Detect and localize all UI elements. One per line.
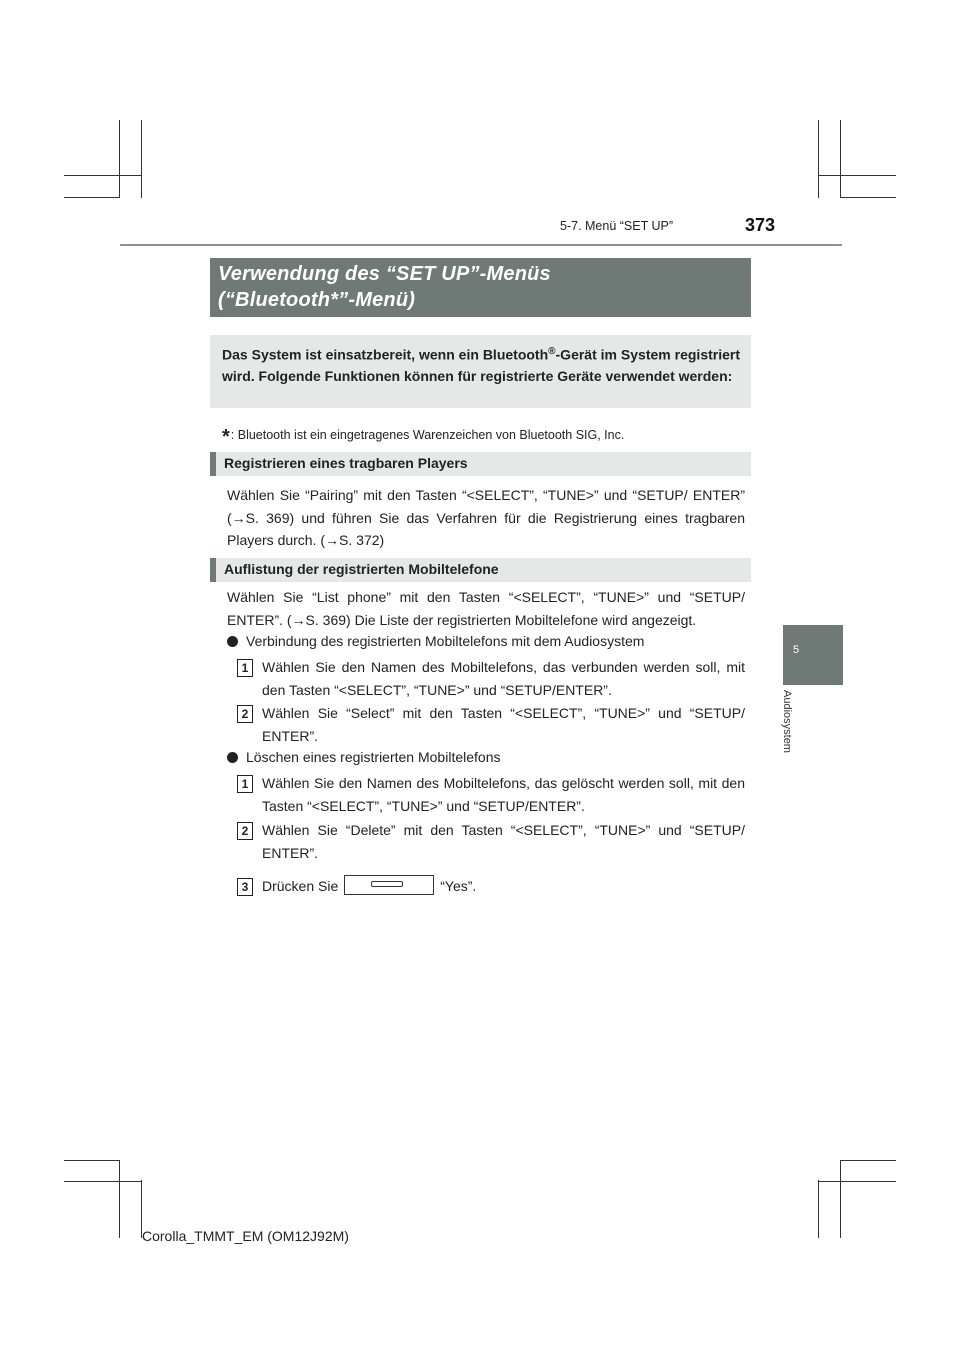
- intro-text-part2: -Gerät im System registriert wird. Folgende Funktionen können für registrierte Geräte verwendet werden:: [222, 346, 741, 385]
- crop-mark: [818, 120, 819, 198]
- section-heading-phone-list: [210, 558, 751, 582]
- chapter-tab-label-wrap: [781, 690, 805, 780]
- page-title-line1: Verwendung des “SET UP”-Menüs: [218, 263, 551, 285]
- delete-step-3-after: “Yes”.: [440, 878, 477, 894]
- crop-mark: [64, 1160, 120, 1161]
- step-number-1: 1: [237, 659, 253, 677]
- connect-step-2: Wählen Sie “Select” mit den Tasten “<SELECT”, “TUNE>” und “SETUP/ ENTER”.: [262, 705, 745, 744]
- crop-mark: [64, 175, 141, 176]
- intro-text-part1: Das System ist einsatzbereit, wenn ein Bluetooth: [222, 346, 549, 363]
- crop-mark: [840, 1160, 896, 1161]
- chapter-heading: 5-7. Menü “SET UP”: [560, 219, 674, 233]
- section-heading-text: Registrieren eines tragbaren Players: [224, 455, 468, 471]
- bullet-connect-text: Verbindung des registrierten Mobiltelefons mit dem Audiosystem: [246, 633, 645, 649]
- crop-mark: [141, 120, 142, 198]
- intro-text: [222, 341, 740, 388]
- header-divider: [120, 244, 842, 246]
- delete-step-3-before: Drücken Sie: [262, 878, 339, 894]
- connect-step-1: Wählen Sie den Namen des Mobiltelefons, das verbunden werden soll, mit den Tasten “<SELECT”, “TUNE>” und “SETUP/ENTER”.: [262, 659, 745, 698]
- delete-step-3: [262, 875, 745, 898]
- delete-step-1: Wählen Sie den Namen des Mobiltelefons, das gelöscht werden soll, mit den Tasten “<SELECT”, “TUNE>” und “SETUP/ENTER”.: [262, 775, 745, 814]
- step-number-1: 1: [237, 775, 253, 793]
- bullet-delete: [227, 749, 500, 765]
- crop-mark: [840, 197, 896, 198]
- registration-paragraph: Wählen Sie “Pairing” mit den Tasten “<SELECT”, “TUNE>” und “SETUP/ ENTER” (→S. 369) und führen Sie das Verfahren für die Registrierung eines tragbaren Players durch. (→S. 372): [227, 487, 745, 548]
- step-number-2: 2: [237, 822, 253, 840]
- phone-list-paragraph: Wählen Sie “List phone” mit den Tasten “<SELECT”, “TUNE>” und “SETUP/ ENTER”. (→S. 369) Die Liste der registrierten Mobiltelefone wird angezeigt.: [227, 589, 745, 628]
- section-heading-registration: [210, 452, 751, 476]
- step-number-2: 2: [237, 705, 253, 723]
- footer-document-code: Corolla_TMMT_EM (OM12J92M): [142, 1228, 349, 1244]
- page-title-line2: (“Bluetooth*”-Menü): [218, 289, 416, 311]
- bullet-dot: [227, 752, 238, 763]
- footnote-text: : Bluetooth ist ein eingetragenes Warenzeichen von Bluetooth SIG, Inc.: [230, 428, 625, 442]
- crop-mark: [840, 1160, 841, 1238]
- crop-mark: [64, 1181, 141, 1182]
- delete-step-2: Wählen Sie “Delete” mit den Tasten “<SELECT”, “TUNE>” und “SETUP/ ENTER”.: [262, 822, 745, 861]
- crop-mark: [64, 197, 120, 198]
- section-marker: [210, 452, 216, 476]
- bullet-delete-text: Löschen eines registrierten Mobiltelefons: [246, 749, 501, 765]
- footnote-star: *: [222, 426, 230, 448]
- crop-mark: [818, 1180, 819, 1238]
- footnote: [222, 422, 625, 448]
- pairing-button-icon: [344, 875, 434, 895]
- crop-mark: [119, 120, 120, 198]
- registered-mark: ®: [548, 346, 556, 357]
- crop-mark: [119, 1160, 120, 1238]
- chapter-tab: [783, 625, 843, 685]
- crop-mark: [818, 175, 896, 176]
- chapter-tab-label: Audiosystem: [781, 690, 793, 753]
- bullet-connect: [227, 633, 644, 649]
- section-marker: [210, 558, 216, 582]
- bullet-dot: [227, 636, 238, 647]
- section-heading-text: Auflistung der registrierten Mobiltelefone: [224, 561, 499, 577]
- crop-mark: [840, 120, 841, 198]
- step-number-3: 3: [237, 878, 253, 896]
- page-number: 373: [745, 215, 776, 235]
- chapter-tab-number: 5: [793, 644, 800, 656]
- crop-mark: [818, 1181, 896, 1182]
